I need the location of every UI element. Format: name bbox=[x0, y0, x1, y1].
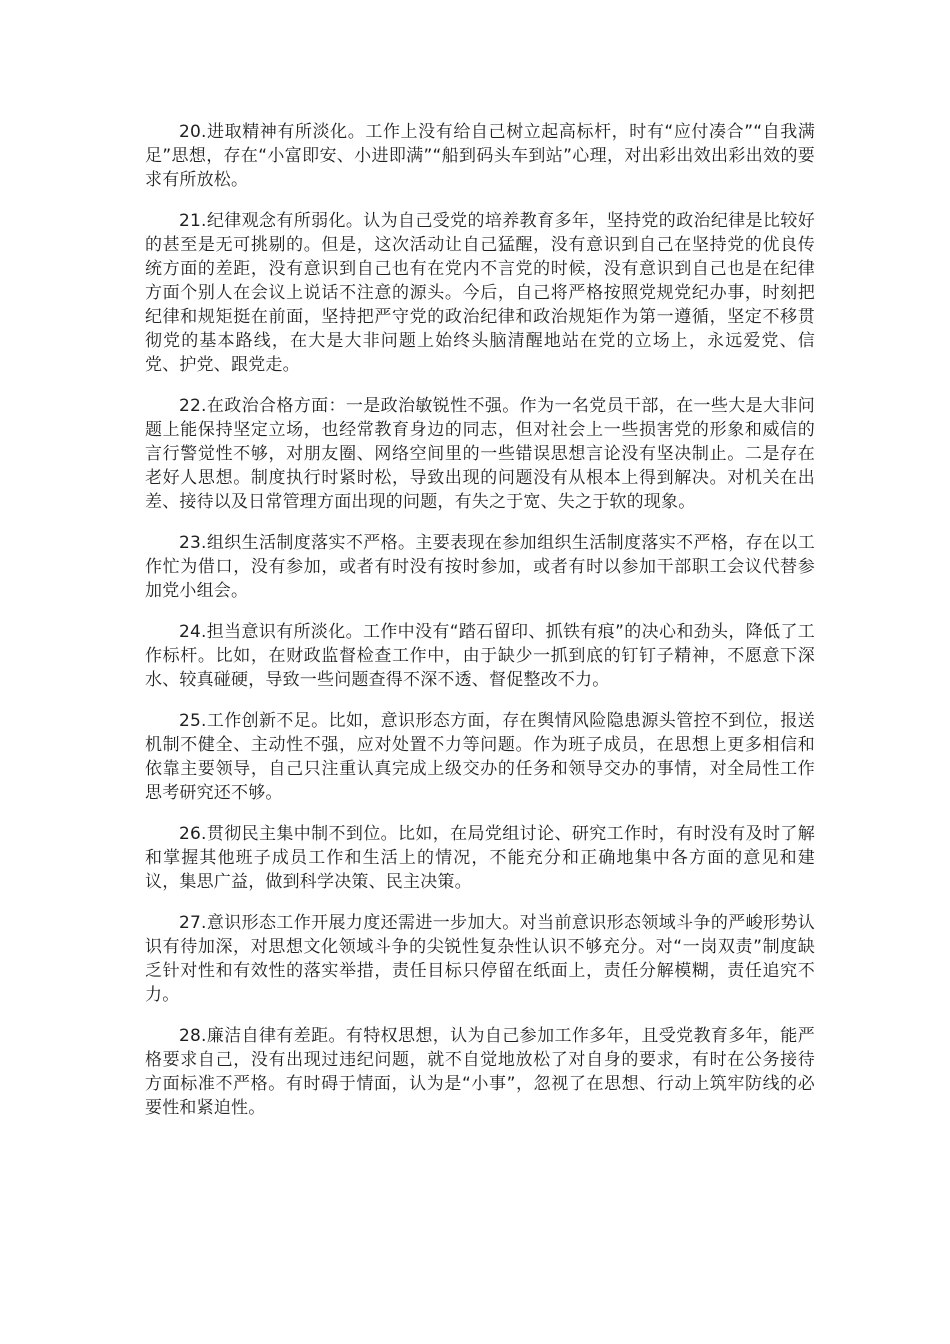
paragraph-24: 24.担当意识有所淡化。工作中没有“踏石留印、抓铁有痕”的决心和劲头，降低了工作标杆。比如，在财政监督检查工作中，由于缺少一抓到底的钉钉子精神，不愿意下深水、较真碰硬，导致一些问题查得不深不透、督促整改不力。 bbox=[145, 622, 815, 690]
paragraph-23: 23.组织生活制度落实不严格。主要表现在参加组织生活制度落实不严格，存在以工作忙为借口，没有参加，或者有时没有按时参加，或者有时以参加干部职工会议代替参加党小组会。 bbox=[145, 533, 815, 601]
paragraph-22: 22.在政治合格方面：一是政治敏锐性不强。作为一名党员干部，在一些大是大非问题上能保持坚定立场，也经常教育身边的同志，但对社会上一些损害党的形象和威信的言行警觉性不够，对朋友圈、网络空间里的一些错误思想言论没有坚决制止。二是存在老好人思想。制度执行时紧时松，导致出现的问题没有从根本上得到解决。对机关在出差、接待以及日常管理方面出现的问题，有失之于宽、失之于软的现象。 bbox=[145, 396, 815, 512]
paragraph-25: 25.工作创新不足。比如，意识形态方面，存在舆情风险隐患源头管控不到位，报送机制不健全、主动性不强，应对处置不力等问题。作为班子成员，在思想上更多相信和依靠主要领导，自己只注重认真完成上级交办的任务和领导交办的事情，对全局性工作思考研究还不够。 bbox=[145, 711, 815, 803]
paragraph-27: 27.意识形态工作开展力度还需进一步加大。对当前意识形态领域斗争的严峻形势认识有待加深，对思想文化领域斗争的尖锐性复杂性认识不够充分。对“一岗双责”制度缺乏针对性和有效性的落实举措，责任目标只停留在纸面上，责任分解模糊，责任追究不力。 bbox=[145, 913, 815, 1005]
paragraph-21: 21.纪律观念有所弱化。认为自己受党的培养教育多年，坚持党的政治纪律是比较好的甚至是无可挑剔的。但是，这次活动让自己猛醒，没有意识到自己在坚持党的优良传统方面的差距，没有意识到自己也有在党内不言党的时候，没有意识到自己也是在纪律方面个别人在会议上说话不注意的源头。今后，自己将严格按照党规党纪办事，时刻把纪律和规矩挺在前面，坚持把严守党的政治纪律和政治规矩作为第一遵循，坚定不移贯彻党的基本路线，在大是大非问题上始终头脑清醒地站在党的立场上，永远爱党、信党、护党、跟党走。 bbox=[145, 211, 815, 375]
paragraph-28: 28.廉洁自律有差距。有特权思想，认为自己参加工作多年，且受党教育多年，能严格要求自己，没有出现过违纪问题，就不自觉地放松了对自身的要求，有时在公务接待方面标准不严格。有时碍于情面，认为是“小事”，忽视了在思想、行动上筑牢防线的必要性和紧迫性。 bbox=[145, 1026, 815, 1118]
paragraph-26: 26.贯彻民主集中制不到位。比如，在局党组讨论、研究工作时，有时没有及时了解和掌握其他班子成员工作和生活上的情况，不能充分和正确地集中各方面的意见和建议，集思广益，做到科学决策、民主决策。 bbox=[145, 824, 815, 892]
paragraph-20: 20.进取精神有所淡化。工作上没有给自己树立起高标杆，时有“应付凑合”“自我满足”思想，存在“小富即安、小进即满”“船到码头车到站”心理，对出彩出效出彩出效的要求有所放松。 bbox=[145, 122, 815, 190]
